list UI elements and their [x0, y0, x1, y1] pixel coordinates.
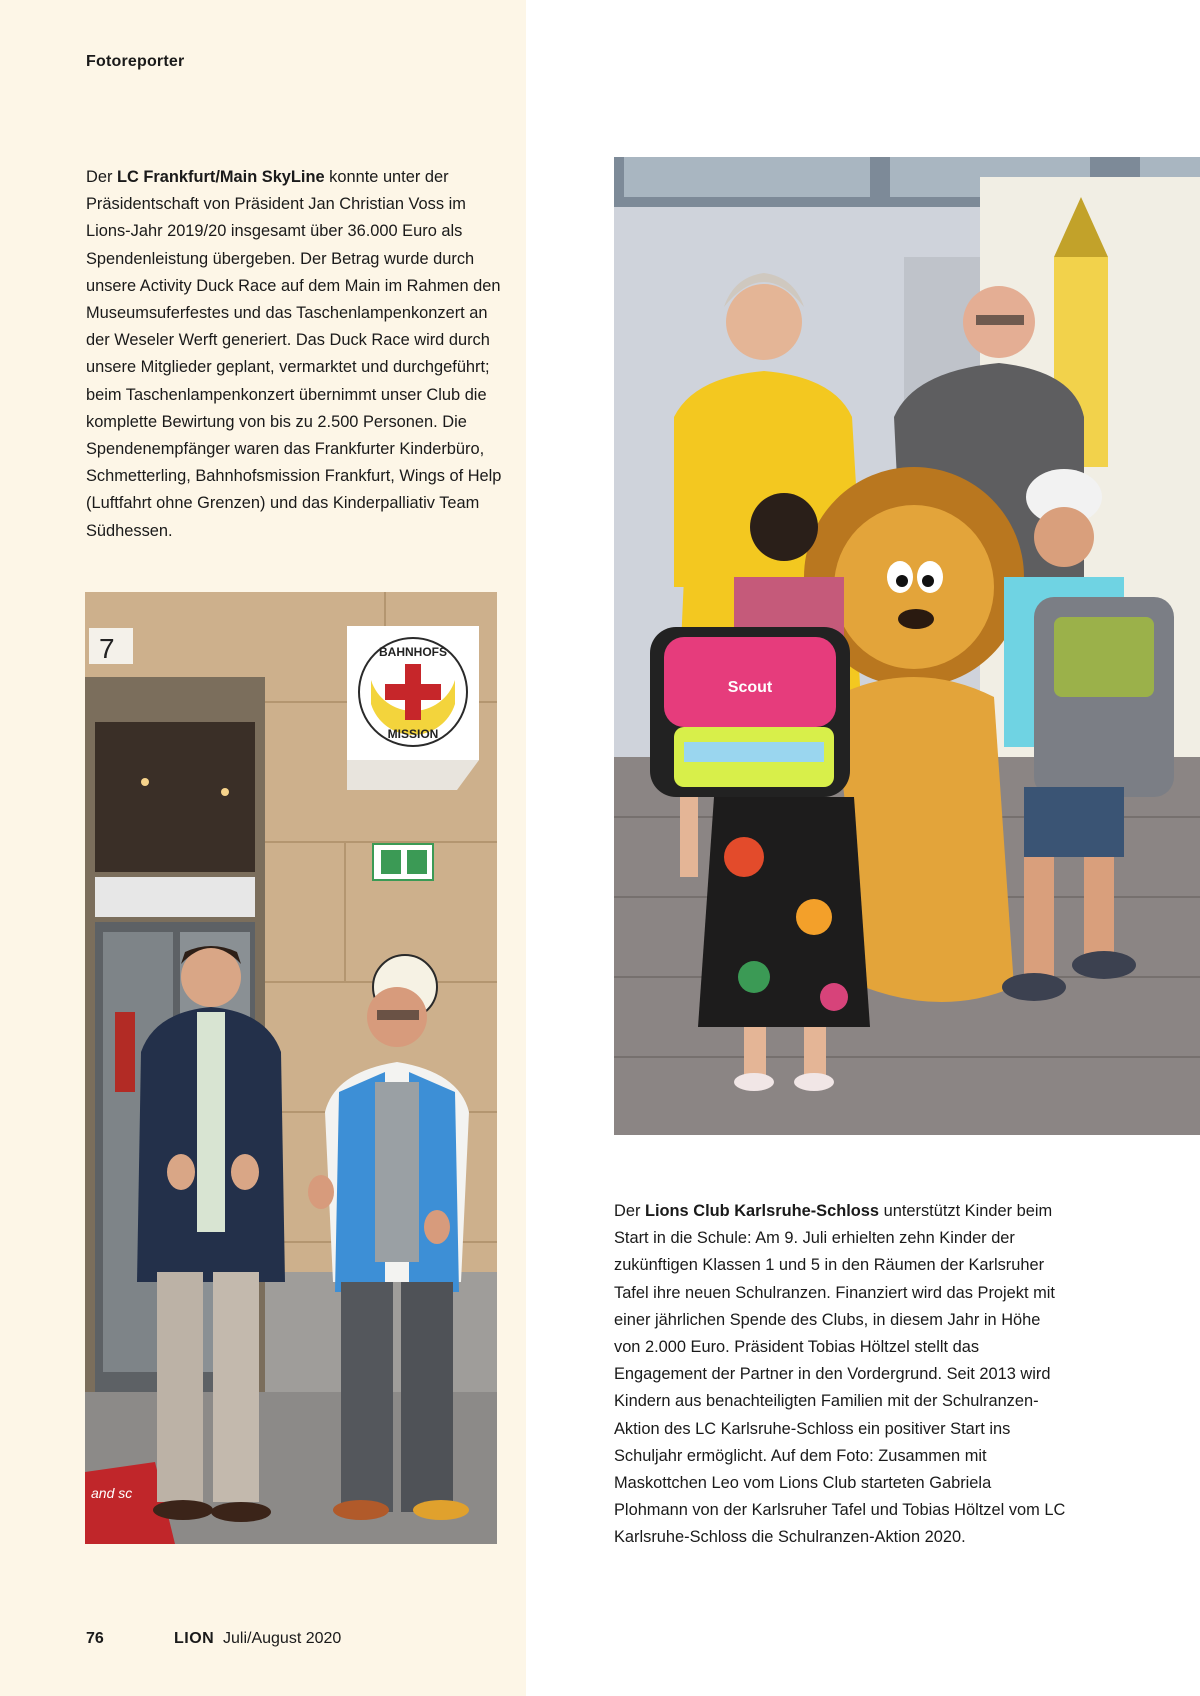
sign-text-top: BAHNHOFS	[379, 645, 447, 659]
section-label: Fotoreporter	[86, 53, 185, 70]
photo-bahnhofsmission	[85, 592, 497, 1544]
door-number: 7	[99, 633, 115, 664]
article-lc-frankfurt	[86, 164, 502, 545]
backpack-brand: Scout	[727, 679, 773, 696]
article-intro: Der	[86, 168, 117, 186]
page-number: 76	[86, 1630, 104, 1647]
club-name-frankfurt: LC Frankfurt/Main SkyLine	[116, 168, 325, 186]
magazine-title: LION	[174, 1630, 215, 1647]
photo-bahnhofsmission-illustration	[85, 592, 497, 1544]
article-intro: Der	[614, 1202, 645, 1220]
article-body: konnte unter der Präsidentschaft von Präsident Jan Christian Voss im Lions-Jahr 2019/20 insgesamt über 36.000 Euro als Spendenleistung übergeben. Der Betrag wurde durch unsere Activity Duck Race auf dem Main im Rahmen den Museumsuferfestes und das Taschenlampenkonzert an der Weseler Werft generiert. Das Duck Race wird durch unsere Mitglieder geplant, vermarktet und durchgeführt; beim Taschenlampenkonzert übernimmt unser Club die komplette Bewirtung von bis zu 2.500 Personen. Die Spendenempfänger waren das Frankfurter Kinderbüro, Schmetterling, Bahnhofsmission Frankfurt, Wings of Help (Luftfahrt ohne Grenzen) und das Kinderpalliativ Team Südhessen.	[86, 168, 502, 540]
article-lc-karlsruhe	[614, 1198, 1066, 1552]
floor-text: and sc	[91, 1485, 133, 1501]
sign-text-bottom: MISSION	[387, 727, 439, 741]
magazine-issue: Juli/August 2020	[223, 1630, 342, 1647]
photo-lion-mascot	[614, 157, 1200, 1135]
photo-lion-mascot-illustration	[614, 157, 1200, 1135]
club-name-karlsruhe: Lions Club Karlsruhe-Schloss	[644, 1202, 880, 1220]
article-body: unterstützt Kinder beim Start in die Schule: Am 9. Juli erhielten zehn Kinder der zukünftigen Klassen 1 und 5 in den Räumen der Karlsruher Tafel ihre neuen Schulranzen. Finanziert wird das Projekt mit einer jährlichen Spende des Clubs, in diesem Jahr in Höhe von 2.000 Euro. Präsident Tobias Höltzel stellt das Engagement der Partner in den Vordergrund. Seit 2013 wird Kindern aus benachteiligten Familien mit der Schulranzen-Aktion des LC Karlsruhe-Schloss ein positiver Start ins Schuljahr ermöglicht. Auf dem Foto: Zusammen mit Maskottchen Leo vom Lions Club starteten Gabriela Plohmann von der Karlsruher Tafel und Tobias Höltzel vom LC Karlsruhe-Schloss die Schulranzen-Aktion 2020.	[614, 1202, 1066, 1547]
